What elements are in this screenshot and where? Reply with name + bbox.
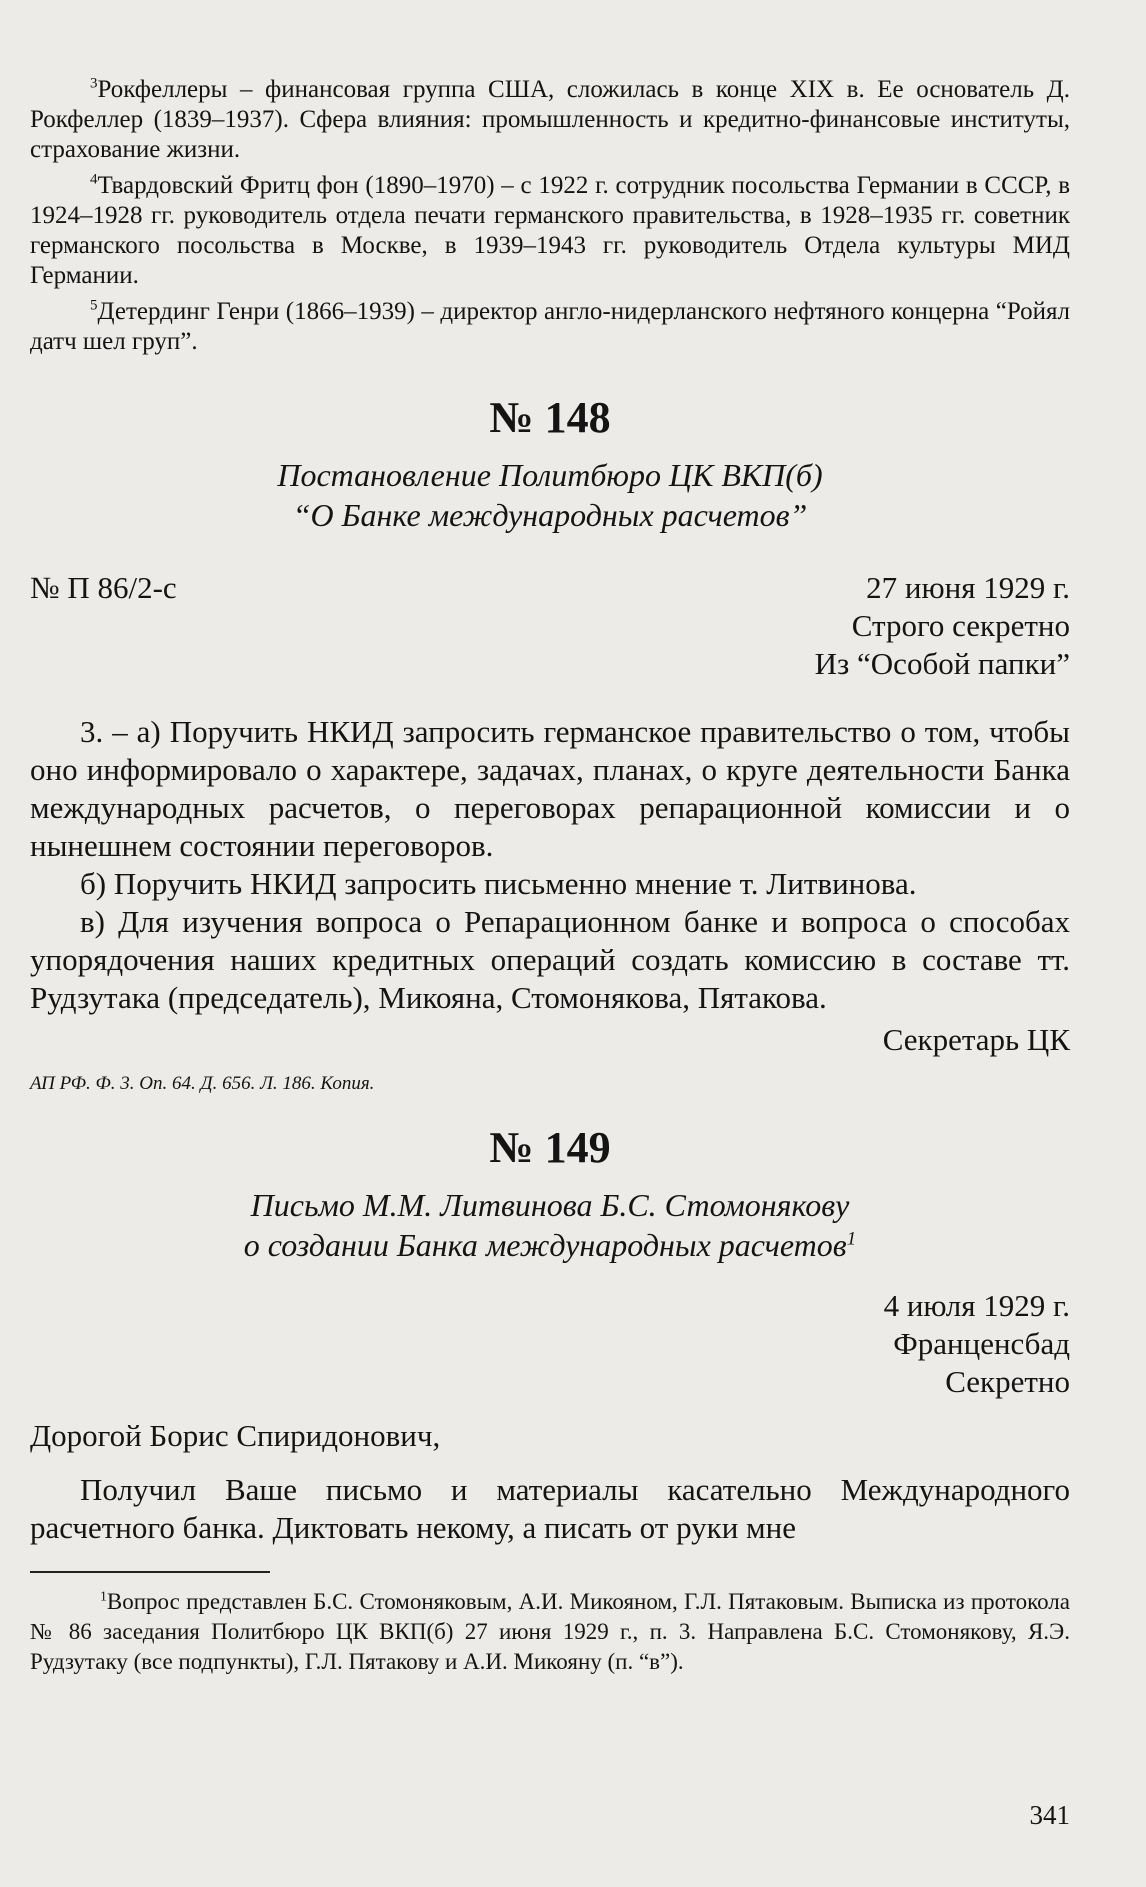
doc148-source-folder: Из “Особой папки” — [814, 646, 1070, 681]
footnote-ref-mark: 1 — [846, 1228, 857, 1250]
doc149-title-line2 — [30, 1225, 1070, 1265]
doc148-ref-date-row — [30, 569, 1070, 607]
doc149-salutation: Дорогой Борис Спиридонович, — [30, 1418, 441, 1453]
doc149-paragraph: Получил Ваше письмо и материалы касательно Международного расчетного банка. Диктовать некому, а писать от руки мне — [30, 1472, 1070, 1545]
doc148-title-line1: Постановление Политбюро ЦК ВКП(б) — [277, 457, 823, 493]
doc149-number: № 149 — [489, 1123, 611, 1172]
page-number: 341 — [1029, 1800, 1070, 1830]
footnote-mark: 5 — [90, 297, 98, 314]
doc148-title — [30, 455, 1070, 535]
doc148-paragraph: в) Для изучения вопроса о Репарационном банке и вопроса о способах упорядочения наших кредитных операций создать комиссию в составе тт. Рудзутака (председатель), Микояна, Стомонякова, Пятакова. — [30, 904, 1070, 1015]
doc148-date: 27 июня 1929 г. — [866, 570, 1070, 605]
footnote-separator — [30, 1571, 270, 1573]
footnote-text: Рокфеллеры – финансовая группа США, сложилась в конце XIX в. Ее основатель Д. Рокфеллер (1839–1937). Сфера влияния: промышленность и кредитно-финансовые институты, страхование жизни. — [30, 76, 1070, 163]
doc149-date: 4 июля 1929 г. — [883, 1288, 1070, 1323]
doc148-paragraph: б) Поручить НКИД запросить письменно мнение т. Литвинова. — [80, 866, 917, 901]
doc148-paragraph: 3. – а) Поручить НКИД запросить германское правительство о том, чтобы оно информировало о характере, задачах, планах, о круге деятельности Банка международных расчетов, о переговорах репарационной комиссии и о нынешнем состоянии переговоров. — [30, 714, 1070, 863]
doc148-signature: Секретарь ЦК — [882, 1022, 1070, 1057]
doc148-number: № 148 — [489, 393, 611, 442]
top-footnotes — [30, 75, 1070, 357]
doc149-body — [30, 1471, 1070, 1547]
footnote-mark: 4 — [90, 171, 98, 188]
doc148-body — [30, 713, 1070, 1017]
footnote-mark: 3 — [90, 75, 98, 92]
doc149-classification: Секретно — [945, 1364, 1070, 1399]
footnote-5 — [30, 297, 1070, 357]
doc149-place: Франценсбад — [893, 1326, 1070, 1361]
footnote-text: Вопрос представлен Б.С. Стомоняковым, А.И. Микояном, Г.Л. Пятаковым. Выписка из протокола № 86 заседания Политбюро ЦК ВКП(б) 27 июня 1929 г., п. 3. Направлена Б.С. Стомонякову, Я.Э. Рудзутаку (все подпункты), Г.Л. Пятакову и А.И. Микояну (п. “в”). — [30, 1589, 1070, 1674]
footnote-1 — [30, 1587, 1070, 1677]
doc149-title — [30, 1185, 1070, 1265]
page-content — [30, 75, 1070, 1677]
footnote-3 — [30, 75, 1070, 165]
doc148-archive-ref: АП РФ. Ф. 3. Оп. 64. Д. 656. Л. 186. Копия. — [30, 1073, 375, 1094]
footnote-mark: 1 — [100, 1588, 107, 1604]
bottom-footnote — [30, 1587, 1070, 1677]
doc148-ref: № П 86/2-с — [30, 570, 177, 605]
footnote-4 — [30, 171, 1070, 291]
doc148-title-line2: “О Банке международных расчетов” — [292, 497, 808, 533]
footnote-text: Детердинг Генри (1866–1939) – директор англо-нидерланского нефтяного концерна “Ройял датч шел груп”. — [30, 298, 1070, 355]
doc149-title-line1: Письмо М.М. Литвинова Б.С. Стомонякову — [250, 1187, 850, 1223]
doc148-classification: Строго секретно — [851, 608, 1070, 643]
footnote-text: Твардовский Фритц фон (1890–1970) – с 1922 г. сотрудник посольства Германии в СССР, в 1924–1928 гг. руководитель отдела печати германского правительства, в 1928–1935 гг. советник германского посольства в Москве, в 1939–1943 гг. руководитель Отдела культуры МИД Германии. — [30, 172, 1070, 289]
doc149-title-text: о создании Банка международных расчетов — [243, 1227, 847, 1263]
